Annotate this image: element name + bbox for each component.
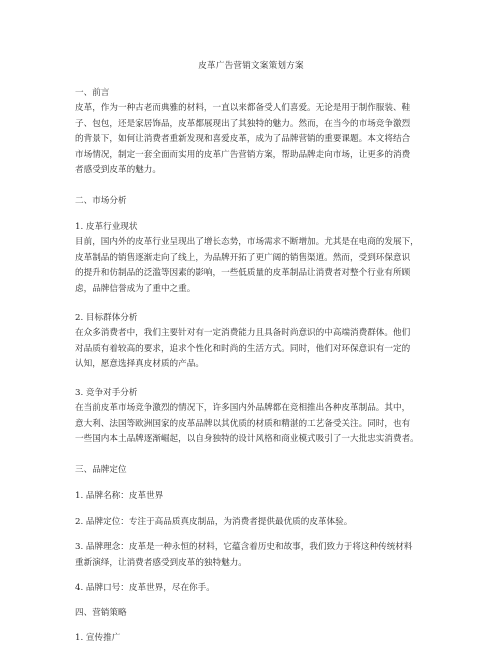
- brand-philosophy: [75, 540, 435, 571]
- text-line: 意大利、法国等欧洲国家的皮革品牌以其优质的材质和精湛的工艺备受关注。同时，也有: [75, 418, 411, 429]
- text-line: 皮革，作为一种古老而典雅的材料，一直以来都备受人们喜爱。无论是用于制作服装、鞋: [75, 103, 411, 113]
- text-line: 的提升和仿制品的泛滥等因素的影响，一些低质量的皮革制品让消费者对整个行业有所顾: [75, 268, 411, 278]
- subheading-competitors: 3. 竞争对手分析: [75, 388, 138, 398]
- text-line: 目前，国内外的皮革行业呈现出了增长态势，市场需求不断增加。尤其是在电商的发展下，: [75, 237, 419, 247]
- subheading-industry: 1. 皮革行业现状: [75, 222, 138, 232]
- brand-name-line: 1. 品牌名称：皮革世界: [75, 491, 164, 501]
- section-heading-strategy: 四、营销策略: [75, 608, 127, 618]
- paragraph-industry: [75, 235, 435, 297]
- text-line: 一些国内本土品牌逐渐崛起，以自身独特的设计风格和商业模式吸引了一大批忠实消费者。: [75, 434, 419, 444]
- brand-position-line: 2. 品牌定位：专注于高品质真皮制品，为消费者提供最优质的皮革体验。: [75, 517, 353, 527]
- paragraph-competitors: [75, 401, 435, 448]
- text-line: 子、包包，还是家居饰品，皮革都展现出了其独特的魅力。然而，在当今的市场竞争激烈: [75, 118, 411, 129]
- text-line: 者感受到皮革的魅力。: [75, 165, 161, 175]
- section-heading-positioning: 三、品牌定位: [75, 465, 127, 475]
- text-line: 重新演绎，让消费者感受到皮革的独特魅力。: [75, 557, 247, 568]
- text-line: 在众多消费者中，我们主要针对有一定消费能力且具备时尚意识的中高端消费群体。他们: [75, 328, 411, 338]
- text-line: 皮革制品的销售逐渐走向了线上，为品牌开拓了更广阔的销售渠道。然而，受到环保意识: [75, 252, 411, 263]
- paragraph-target: [75, 326, 435, 373]
- section-heading-market: 二、市场分析: [75, 196, 127, 206]
- subheading-promotion: 1. 宣传推广: [75, 633, 121, 643]
- text-line: 虑，品牌信誉成为了重中之重。: [75, 283, 196, 294]
- text-line: 3. 品牌理念：皮革是一种永恒的材料，它蕴含着历史和故事，我们致力于将这种传统材料: [75, 542, 413, 552]
- brand-slogan-line: 4. 品牌口号：皮革世界，尽在你手。: [75, 583, 215, 593]
- section-heading-preface: 一、前言: [75, 88, 110, 98]
- subheading-target: 2. 目标群体分析: [75, 313, 138, 323]
- document-title: 皮革广告营销文案策划方案: [198, 61, 304, 71]
- paragraph-preface: [75, 101, 435, 179]
- text-line: 的背景下，如何让消费者重新发现和喜爱皮革，成为了品牌营销的重要课题。本文将结合: [75, 134, 411, 144]
- text-line: 认知，愿意选择真皮材质的产品。: [75, 359, 204, 369]
- text-line: 在当前皮革市场竞争激烈的情况下，许多国内外品牌都在竞相推出各种皮革制品。其中，: [75, 403, 411, 413]
- text-line: 对品质有着较高的要求，追求个性化和时尚的生活方式。同时，他们对环保意识有一定的: [75, 343, 411, 354]
- text-line: 市场情况，制定一套全面而实用的皮革广告营销方案，帮助品牌走向市场，让更多的消费: [75, 149, 411, 160]
